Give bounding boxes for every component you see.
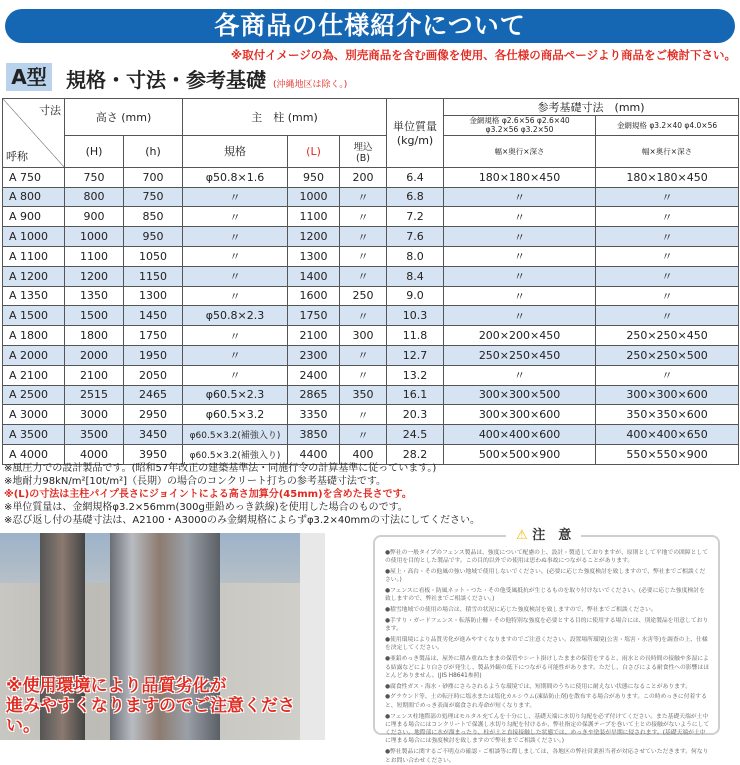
caution-title-text: 注 意 [532, 528, 572, 543]
cell-row-name: A 800 [3, 187, 65, 207]
cell-L: 2100 [288, 326, 340, 346]
cell-H: 2515 [65, 385, 124, 405]
table-row [3, 266, 739, 286]
cell-row-name: A 1800 [3, 326, 65, 346]
cell-weight: 8.0 [387, 246, 444, 266]
cell-h: 1750 [124, 326, 183, 346]
warning-icon: ⚠ [516, 528, 528, 543]
cell-spec: 〃 [183, 227, 288, 247]
cell-B: 〃 [340, 207, 387, 227]
cell-B: 200 [340, 167, 387, 187]
L-header: (L) [288, 135, 340, 167]
cell-row-name: A 4000 [3, 444, 65, 464]
cell-h: 1950 [124, 345, 183, 365]
cell-B: 300 [340, 326, 387, 346]
table-row [3, 167, 739, 187]
table-row [3, 246, 739, 266]
photo-caption-line2: 進みやすくなりますのでご注意ください。 [6, 696, 295, 736]
cell-spec: φ60.5×2.3 [183, 385, 288, 405]
cell-base2: 300×300×600 [596, 385, 739, 405]
cell-spec: 〃 [183, 207, 288, 227]
table-row [3, 207, 739, 227]
cell-B: 〃 [340, 345, 387, 365]
cell-H: 2000 [65, 345, 124, 365]
caution-title [506, 524, 581, 543]
table-row [3, 425, 739, 445]
cell-h: 750 [124, 187, 183, 207]
cell-B: 〃 [340, 365, 387, 385]
cell-B: 〃 [340, 405, 387, 425]
cell-row-name: A 1000 [3, 227, 65, 247]
cell-base1: 300×300×500 [444, 385, 596, 405]
caution-item: ●弊社製品に関するご不明点の確認・ご相談等に際しましては、各地区の弊社営業担当者が対応させていただきます。何なりとお問い合わせください。 [385, 749, 709, 764]
cell-base2: 〃 [596, 306, 739, 326]
H-header: (H) [65, 135, 124, 167]
base1-spec: 金網規格 φ2.6×56 φ2.6×40 φ3.2×56 φ3.2×50 [444, 116, 596, 136]
cell-base2: 350×350×600 [596, 405, 739, 425]
spec-header: 規格 [183, 135, 288, 167]
table-row [3, 385, 739, 405]
cell-base1: 250×250×450 [444, 345, 596, 365]
caution-item: ●フェンスに看板・防風ネット・つた・その他受風抵抗が生じるものを取り付けないでください。(必要に応じた強度検討を致しますので、弊社までご相談ください。) [385, 588, 705, 603]
cell-h: 950 [124, 227, 183, 247]
corner-bottom: 呼称 [6, 149, 28, 163]
cell-base2: 〃 [596, 246, 739, 266]
cell-weight: 12.7 [387, 345, 444, 365]
cell-row-name: A 1500 [3, 306, 65, 326]
note-3: ※(L)の寸法は主柱パイプ長さにジョイントによる高さ加算分(45mm)を含めた長さです。 [4, 489, 412, 500]
cell-weight: 24.5 [387, 425, 444, 445]
cell-L: 3350 [288, 405, 340, 425]
cell-B: 350 [340, 385, 387, 405]
cell-h: 2050 [124, 365, 183, 385]
table-row [3, 405, 739, 425]
cell-H: 3500 [65, 425, 124, 445]
top-note: ※取付イメージの為、別売商品を含む画像を使用、各仕様の商品ページより商品をご検討下さい。 [230, 48, 736, 62]
cell-B: 250 [340, 286, 387, 306]
cell-weight: 8.4 [387, 266, 444, 286]
cell-H: 800 [65, 187, 124, 207]
cell-row-name: A 1350 [3, 286, 65, 306]
cell-H: 750 [65, 167, 124, 187]
corner-top: 寸法 [39, 104, 61, 117]
cell-row-name: A 2500 [3, 385, 65, 405]
cell-row-name: A 2100 [3, 365, 65, 385]
note-1: ※風圧力での設計製品です。(昭和57年改正の建築基準法・同施行令の計算基準に従っています。) [4, 463, 437, 474]
cell-H: 1800 [65, 326, 124, 346]
base-group-header: 参考基礎寸法 (mm) [444, 99, 739, 116]
section-heading [66, 64, 347, 93]
caution-item: ●グラウンド等、土の転圧時に塩水または塩化カルシウム(凍結防止剤)を散布する場合があります。この時めっきに付着すると、短期間でめっき表面が腐食され寿命が短くなります。 [385, 694, 707, 709]
rusted-post-photo [0, 533, 325, 740]
caution-item: ●手すり・ガードフェンス・転落防止柵・その他特別な強度を必要とする目的に使用する場合には、別途製品を用意しております。 [385, 618, 709, 633]
cell-base2: 400×400×650 [596, 425, 739, 445]
cell-base2: 180×180×450 [596, 167, 739, 187]
cell-base2: 〃 [596, 365, 739, 385]
cell-h: 700 [124, 167, 183, 187]
cell-row-name: A 750 [3, 167, 65, 187]
cell-weight: 7.2 [387, 207, 444, 227]
table-row [3, 345, 739, 365]
cell-L: 1600 [288, 286, 340, 306]
cell-spec: φ50.8×1.6 [183, 167, 288, 187]
cell-B: 400 [340, 444, 387, 464]
base-dim2-header: 幅×奥行×深さ [596, 135, 739, 167]
cell-base1: 300×300×600 [444, 405, 596, 425]
corner-header [3, 99, 65, 168]
cell-h: 3950 [124, 444, 183, 464]
notes [4, 462, 480, 527]
weight-header: 単位質量(kg/m) [387, 99, 444, 168]
table-row [3, 326, 739, 346]
cell-weight: 16.1 [387, 385, 444, 405]
cell-L: 4400 [288, 444, 340, 464]
cell-B: 〃 [340, 187, 387, 207]
cell-h: 2465 [124, 385, 183, 405]
table-row [3, 187, 739, 207]
base-dim1-header: 幅×奥行×深さ [444, 135, 596, 167]
cell-H: 1350 [65, 286, 124, 306]
cell-base1: 〃 [444, 365, 596, 385]
cell-base1: 180×180×450 [444, 167, 596, 187]
cell-h: 3450 [124, 425, 183, 445]
cell-H: 3000 [65, 405, 124, 425]
cell-base2: 〃 [596, 207, 739, 227]
cell-L: 2865 [288, 385, 340, 405]
cell-H: 4000 [65, 444, 124, 464]
photo-caption-line1: ※使用環境により品質劣化が [6, 676, 227, 696]
table-row [3, 227, 739, 247]
cell-spec: φ60.5×3.2 [183, 405, 288, 425]
cell-spec: 〃 [183, 365, 288, 385]
cell-weight: 20.3 [387, 405, 444, 425]
cell-h: 1300 [124, 286, 183, 306]
cell-B: 〃 [340, 425, 387, 445]
cell-L: 1100 [288, 207, 340, 227]
cell-base2: 250×250×500 [596, 345, 739, 365]
cell-base2: 〃 [596, 266, 739, 286]
cell-base1: 〃 [444, 246, 596, 266]
cell-weight: 9.0 [387, 286, 444, 306]
cell-L: 950 [288, 167, 340, 187]
cell-base1: 500×500×900 [444, 444, 596, 464]
cell-base1: 〃 [444, 227, 596, 247]
caution-box [373, 535, 720, 764]
cell-h: 1150 [124, 266, 183, 286]
cell-base1: 〃 [444, 306, 596, 326]
table-row [3, 306, 739, 326]
cell-B: 〃 [340, 306, 387, 326]
cell-h: 1050 [124, 246, 183, 266]
cell-spec: 〃 [183, 326, 288, 346]
cell-spec: φ50.8×2.3 [183, 306, 288, 326]
cell-H: 2100 [65, 365, 124, 385]
cell-row-name: A 3000 [3, 405, 65, 425]
cell-spec: φ60.5×3.2(補強入り) [183, 444, 288, 464]
caution-item: ●使用環境により品質劣化が進みやすくなりますのでご注意ください。設置場所環境(公害・塩害・水害等)を調査の上、仕様を決定してください。 [385, 637, 708, 652]
cell-base1: 〃 [444, 207, 596, 227]
section-title: 規格・寸法・参考基礎 [66, 68, 266, 92]
cell-spec: 〃 [183, 345, 288, 365]
cell-L: 1200 [288, 227, 340, 247]
cell-base2: 〃 [596, 286, 739, 306]
cell-weight: 13.2 [387, 365, 444, 385]
cell-weight: 11.8 [387, 326, 444, 346]
cell-H: 1500 [65, 306, 124, 326]
cell-row-name: A 1200 [3, 266, 65, 286]
cell-B: 〃 [340, 266, 387, 286]
cell-spec: 〃 [183, 187, 288, 207]
h-header: (h) [124, 135, 183, 167]
cell-weight: 10.3 [387, 306, 444, 326]
cell-row-name: A 3500 [3, 425, 65, 445]
cell-weight: 6.4 [387, 167, 444, 187]
cell-row-name: A 900 [3, 207, 65, 227]
cell-L: 1300 [288, 246, 340, 266]
cell-L: 2300 [288, 345, 340, 365]
cell-H: 900 [65, 207, 124, 227]
cell-h: 850 [124, 207, 183, 227]
cell-base2: 〃 [596, 227, 739, 247]
note-4: ※単位質量は、金網規格φ3.2×56mm(300g亜鉛めっき鉄線)を使用した場合のものです。 [4, 502, 408, 513]
cell-weight: 6.8 [387, 187, 444, 207]
page-banner: 各商品の仕様紹介について [5, 9, 735, 43]
caution-item: ●積雪地域での使用の場合は、積雪の状況に応じた強度検討を致しますので、弊社までご相談ください。 [385, 607, 657, 614]
cell-base1: 200×200×450 [444, 326, 596, 346]
base2-spec: 金網規格 φ3.2×40 φ4.0×56 [596, 116, 739, 136]
section-subnote: (沖縄地区は除く。) [272, 80, 348, 90]
type-label: A型 [6, 63, 52, 91]
cell-spec: 〃 [183, 286, 288, 306]
cell-base1: 〃 [444, 187, 596, 207]
caution-item: ●弊社の一般タイプのフェンス製品は、強度について配慮の上、設計・製造しておりますが、原則として平地での囲障としての使用を目的とした製品です。この目的以外での使用は思わぬ事故につながることがあります。 [385, 550, 709, 565]
photo-caption [6, 676, 325, 736]
cell-base2: 550×550×900 [596, 444, 739, 464]
table-row [3, 286, 739, 306]
note-2: ※地耐力98kN/m²[10t/m²]（長期）の場合のコンクリート打ちの参考基礎寸法です。 [4, 476, 387, 487]
cell-L: 1000 [288, 187, 340, 207]
cell-base1: 〃 [444, 266, 596, 286]
cell-L: 1400 [288, 266, 340, 286]
cell-L: 3850 [288, 425, 340, 445]
cell-base2: 〃 [596, 187, 739, 207]
cell-spec: 〃 [183, 266, 288, 286]
caution-item: ●フェンス柱地際部の処理はモルタル充てんを十分にし、基礎天端に水切り勾配を必ず付けてください。また基礎天端が土中に埋まる場合にはコンクリートで保護し水切り勾配を付けるか、弊社指定の保護テープを巻いて土との接触がないようにしてください。地際部に水が溜まったり、柱が土と直接接触した状態では、めっきや塗装が早期に侵されます。(基礎天端が土中に埋まる場合には強度検討を致しますので弊社までご相談ください。) [385, 713, 710, 745]
caution-item: ●腐食性ガス・海水・砂塵にさらされるような環境では、短期間のうちに使用に耐えない状態になることがあります。 [385, 683, 692, 690]
spec-table [2, 98, 739, 465]
cell-h: 2950 [124, 405, 183, 425]
post-group-header: 主 柱 (mm) [183, 99, 387, 136]
note-5: ※忍び返し付の基礎寸法は、A2100・A3000のみ金網規格によらずφ3.2×40mmの寸法にしてください。 [4, 515, 481, 526]
cell-base1: 400×400×600 [444, 425, 596, 445]
cell-L: 2400 [288, 365, 340, 385]
caution-item: ●屋上・高台・その他風の強い地域で使用しないでください。(必要に応じた強度検討を致しますので、弊社までご相談ください。) [385, 569, 706, 584]
cell-spec: 〃 [183, 246, 288, 266]
cell-row-name: A 1100 [3, 246, 65, 266]
cell-row-name: A 2000 [3, 345, 65, 365]
cell-weight: 28.2 [387, 444, 444, 464]
cell-weight: 7.6 [387, 227, 444, 247]
cell-base1: 〃 [444, 286, 596, 306]
caution-item: ●亜鉛めっき製品は、屋外に積み重ねたままの保管やシート掛けしたままの保管をすると、雨水との長時間の接触や多湿による結露などにより白さびが発生し、製品外観の低下につながる可能性があります。ただし、白さびによる耐食性への影響はほとんどありません。(JIS H8641参照) [385, 656, 710, 679]
cell-base2: 250×250×450 [596, 326, 739, 346]
cell-h: 1450 [124, 306, 183, 326]
cell-spec: φ60.5×3.2(補強入り) [183, 425, 288, 445]
cell-H: 1100 [65, 246, 124, 266]
cell-B: 〃 [340, 246, 387, 266]
cell-L: 1750 [288, 306, 340, 326]
table-row [3, 365, 739, 385]
cell-H: 1000 [65, 227, 124, 247]
cell-H: 1200 [65, 266, 124, 286]
height-group-header: 高さ (mm) [65, 99, 183, 136]
B-header: 埋込(B) [340, 135, 387, 167]
cell-B: 〃 [340, 227, 387, 247]
